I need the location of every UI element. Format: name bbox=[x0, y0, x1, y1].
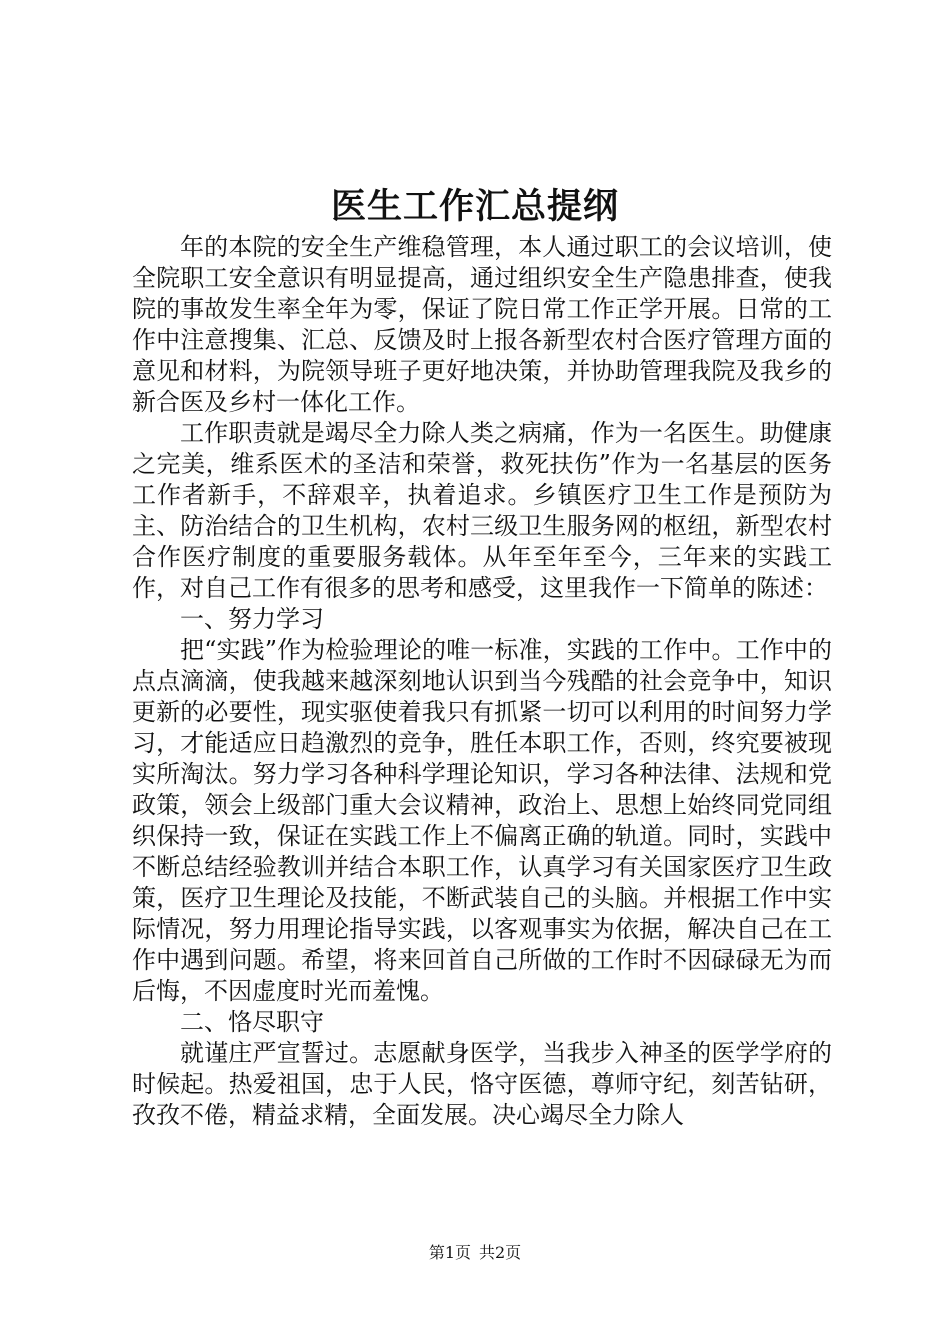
document-body bbox=[132, 232, 832, 1131]
paragraph-study: 把“实践”作为检验理论的唯一标准，实践的工作中。工作中的点点滴滴，使我越来越深刻地认识到当今残酷的社会竞争中，知识更新的必要性，现实驱使着我只有抓紧一切可以利用的时间努力学习，才能适应日趋激烈的竞争，胜任本职工作，否则，终究要被现实所淘汰。努力学习各种科学理论知识，学习各种法律、法规和党政策，领会上级部门重大会议精神，政治上、思想上始终同党同组织保持一致，保证在实践工作上不偏离正确的轨道。同时，实践中不断总结经验教训并结合本职工作，认真学习有关国家医疗卫生政策，医疗卫生理论及技能，不断武装自己的头脑。并根据工作中实际情况，努力用理论指导实践，以客观事实为依据，解决自己在工作中遇到问题。希望，将来回首自己所做的工作时不因碌碌无为而后悔，不因虚度时光而羞愧。 bbox=[132, 636, 832, 1005]
document-title: 医生工作汇总提纲 bbox=[330, 186, 619, 227]
section-heading-study: 一、努力学习 bbox=[180, 605, 324, 633]
page-footer bbox=[0, 1242, 950, 1264]
paragraph-safety-management: 年的本院的安全生产维稳管理，本人通过职工的会议培训，使全院职工安全意识有明显提高，通过组织安全生产隐患排查，使我院的事故发生率全年为零，保证了院日常工作正学开展。日常的工作中注意搜集、汇总、反馈及时上报各新型农村合医疗管理方面的意见和材料，为院领导班子更好地决策，并协助管理我院及我乡的新合医及乡村一体化工作。 bbox=[132, 233, 832, 416]
page-number: 第1页 bbox=[428, 1243, 471, 1262]
section-heading-duty: 二、恪尽职守 bbox=[180, 1008, 324, 1036]
paragraph-duty: 就谨庄严宣誓过。志愿献身医学，当我步入神圣的医学学府的时候起。热爱祖国，忠于人民，恪守医德，尊师守纪，刻苦钻研，孜孜不倦，精益求精，全面发展。决心竭尽全力除人 bbox=[132, 1039, 832, 1129]
page-total: 共2页 bbox=[479, 1243, 522, 1262]
paragraph-job-duties: 工作职责就是竭尽全力除人类之病痛，作为一名医生。助健康之完美，维系医术的圣洁和荣誉，救死扶伤”作为一名基层的医务工作者新手，不辞艰辛，执着追求。乡镇医疗卫生工作是预防为主、防治结合的卫生机构，农村三级卫生服务网的枢纽，新型农村合作医疗制度的重要服务载体。从年至年至今，三年来的实践工作，对自己工作有很多的思考和感受，这里我作一下简单的陈述： bbox=[132, 419, 832, 602]
